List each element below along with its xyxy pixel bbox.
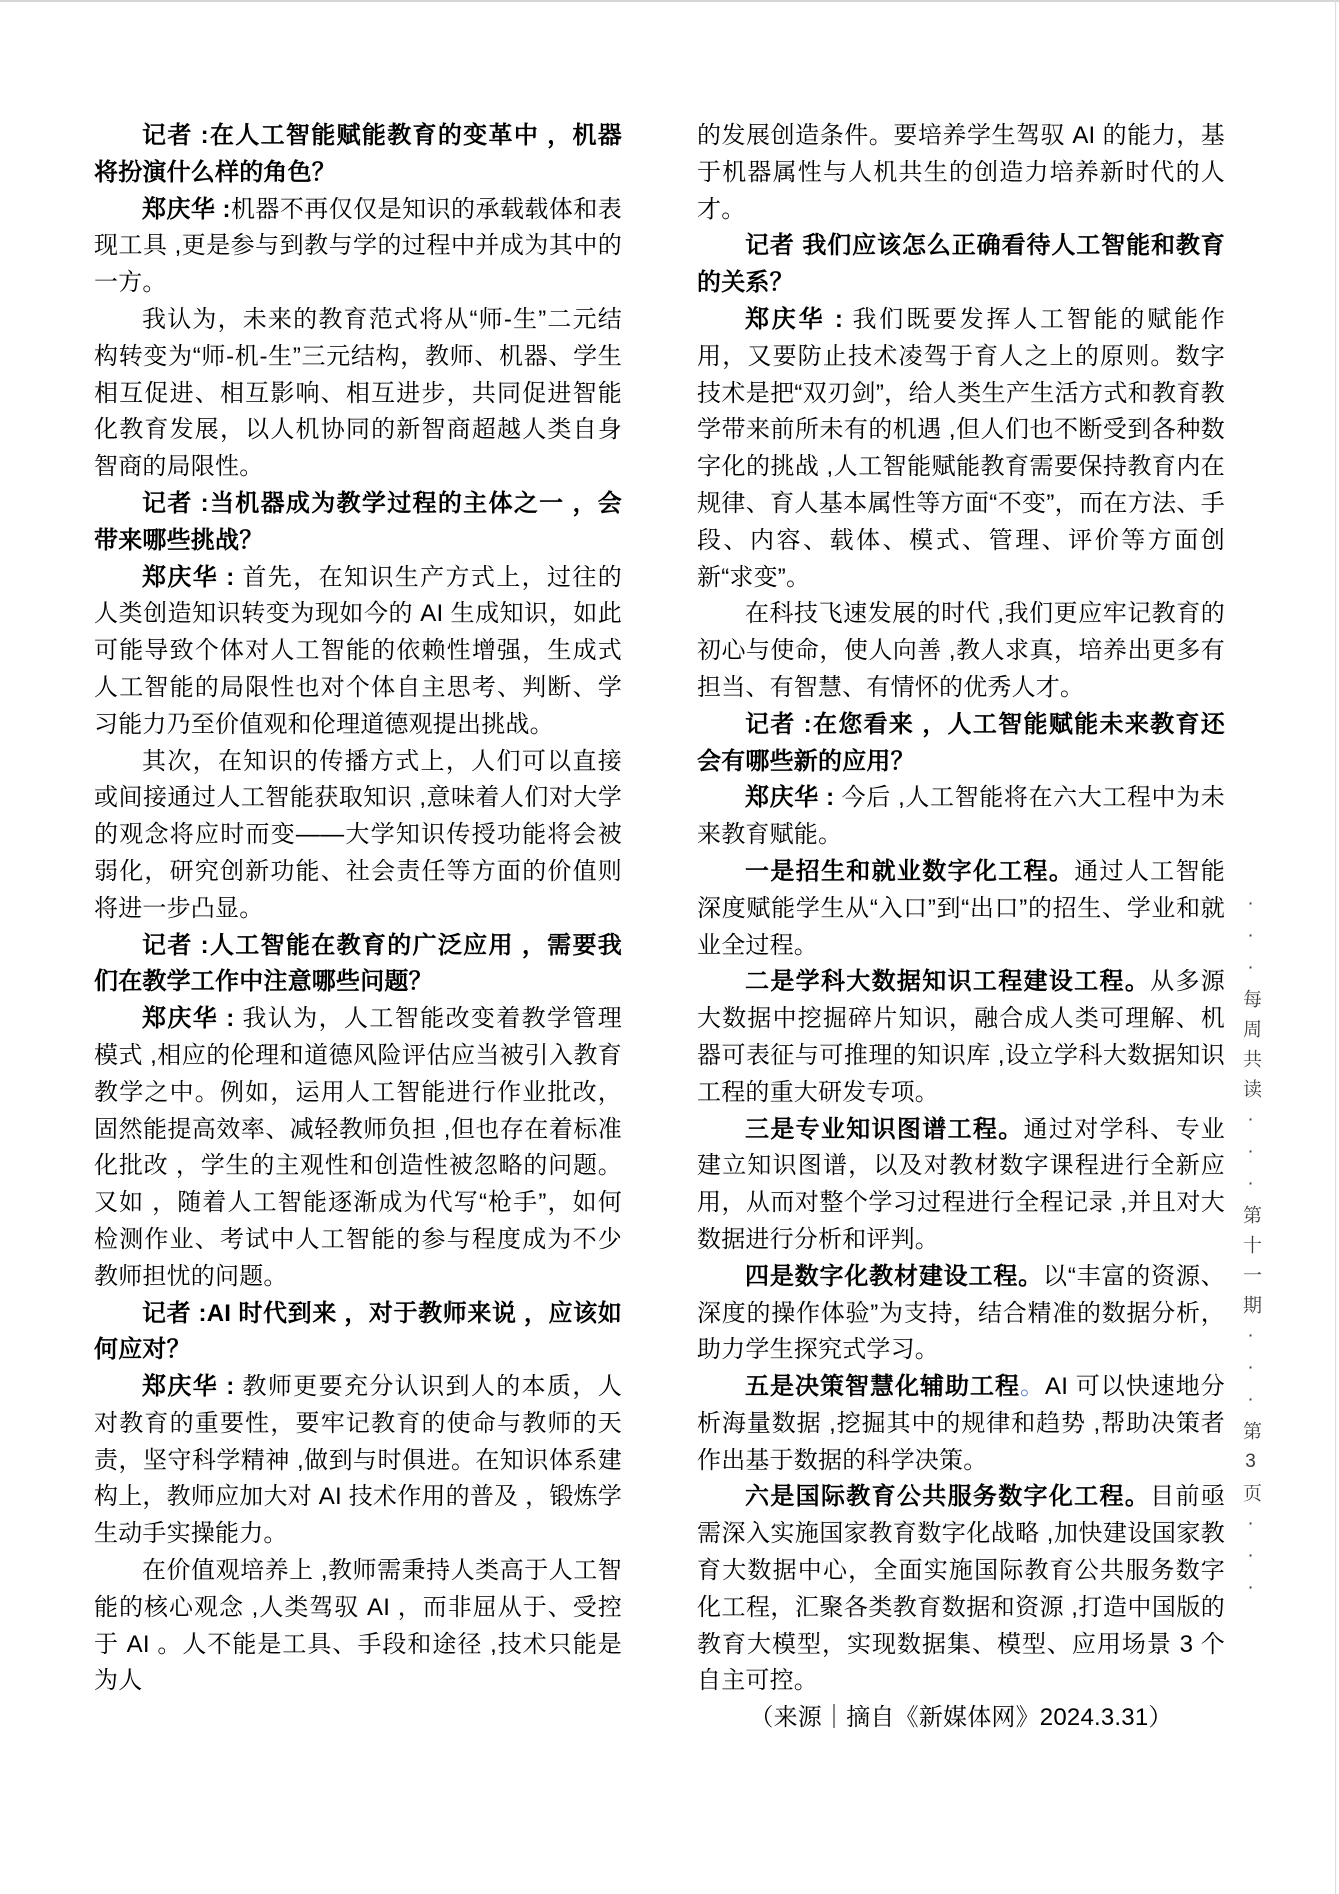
- answer-text: 我认为，人工智能改变着教学管理模式 ,相应的伦理和道德风险评估应当被引入教育教学之中。例如，运用人工智能进行作业批改，固然能提高效率、减轻教师负担 ,但也存在着标准化批改 ，学生的主观性和创造性被忽略的问题。又如 ，随着人工智能逐渐成为代写“枪手”，如何检测作业、考试中人工智能的参与程度成为不少教师担忧的问题。: [94, 1005, 622, 1290]
- body-paragraph: [697, 854, 1225, 964]
- body-paragraph: [697, 1479, 1225, 1700]
- body-paragraph: [697, 596, 1225, 706]
- article-right-column: [697, 118, 1225, 1737]
- lead-in-label: 一是招生和就业数字化工程。: [745, 857, 1075, 885]
- body-paragraph: [94, 1553, 622, 1700]
- body-text: 在科技飞速发展的时代 ,我们更应牢记教育的初心与使命，使人向善 ,教人求真，培养出更多有担当、有智慧、有情怀的优秀人才。: [697, 600, 1225, 701]
- body-paragraph: [94, 744, 622, 928]
- body-text: 以“丰富的资源、深度的操作体验”为支持，结合精准的数据分析，助力学生探究式学习。: [697, 1262, 1225, 1364]
- answer-paragraph: [94, 560, 622, 744]
- lead-in-label: 三是专业知识图谱工程。: [745, 1115, 1024, 1143]
- speaker-label: 郑庆华 :: [142, 1005, 235, 1033]
- question-paragraph: [697, 228, 1225, 302]
- body-paragraph: [697, 1259, 1225, 1369]
- body-paragraph: [697, 1112, 1225, 1259]
- body-text: 通过对学科、专业建立知识图谱，以及对教材数字课程进行全新应用，从而对整个学习过程进行全程记录 ,并且对大数据进行分析和评判。: [697, 1115, 1225, 1253]
- question-paragraph: [697, 707, 1225, 781]
- page-top-edge-line: [0, 0, 1339, 2]
- lead-in-label: 二是学科大数据知识工程建设工程。: [745, 968, 1151, 996]
- issue-page-vertical-label: ···每周共读···第十一期···第3页···: [1240, 893, 1261, 1609]
- body-text: AI 可以快速地分析海量数据 ,挖掘其中的规律和趋势 ,帮助决策者作出基于数据的科学决策。: [697, 1373, 1226, 1474]
- article-left-column: [94, 118, 622, 1700]
- body-text: 从多源大数据中挖掘碎片知识，融合成人类可理解、机器可表征与可推理的知识库 ,设立学科大数据知识工程的重大研发专项。: [697, 968, 1225, 1106]
- question-text: 记者 :在人工智能赋能教育的变革中 ，机器将扮演什么样的角色？: [94, 122, 622, 186]
- speaker-label: 郑庆华 :: [142, 563, 235, 591]
- page-right-edge-line: [1335, 0, 1336, 1894]
- speaker-label: 郑庆华 :: [142, 1373, 235, 1401]
- speaker-label: 郑庆华 :: [745, 784, 835, 812]
- answer-paragraph: [697, 302, 1225, 596]
- body-text: 的发展创造条件。要培养学生驾驭 AI 的能力，基于机器属性与人机共生的创造力培养新时代的人才。: [697, 122, 1225, 223]
- question-paragraph: [94, 928, 622, 1002]
- question-text: 记者 :在您看来 ，人工智能赋能未来教育还会有哪些新的应用？: [697, 710, 1225, 775]
- body-text: 在价值观培养上 ,教师需秉持人类高于人工智能的核心观念 ,人类驾驭 AI ，而非屈从于、受控于 AI 。人不能是工具、手段和途径 ,技术只能是为人: [94, 1557, 622, 1695]
- answer-paragraph: [94, 1001, 622, 1295]
- answer-paragraph: [94, 1369, 622, 1553]
- answer-paragraph: [94, 192, 622, 302]
- body-paragraph: [697, 964, 1225, 1111]
- question-paragraph: [94, 486, 622, 560]
- body-text: 其次，在知识的传播方式上，人们可以直接或间接通过人工智能获取知识 ,意味着人们对大学的观念将应时而变——大学知识传授功能将会被弱化，研究创新功能、社会责任等方面的价值则将进一步凸显。: [94, 747, 622, 922]
- body-text: 通过人工智能深度赋能学生从“入口”到“出口”的招生、学业和就业全过程。: [697, 857, 1225, 959]
- body-paragraph: [697, 1369, 1225, 1479]
- blue-period: 。: [1020, 1373, 1046, 1401]
- source-text: （来源｜摘自《新媒体网》2024.3.31）: [749, 1704, 1173, 1732]
- question-text: 记者 :当机器成为教学过程的主体之一 ，会带来哪些挑战？: [94, 489, 622, 554]
- speaker-label: 郑庆华 :: [142, 195, 231, 223]
- body-text: 我认为，未来的教育范式将从“师-生”二元结构转变为“师-机-生”三元结构，教师、机器、学生相互促进、相互影响、相互进步，共同促进智能化教育发展，以人机协同的新智商超越人类自身智商的局限性。: [94, 305, 622, 481]
- question-paragraph: [94, 1296, 622, 1370]
- question-text: 记者 :AI 时代到来 ，对于教师来说 ，应该如何应对？: [94, 1299, 622, 1364]
- body-paragraph: [697, 118, 1225, 228]
- speaker-label: 郑庆华 :: [745, 305, 844, 333]
- answer-text: 今后 ,人工智能将在六大工程中为未来教育赋能。: [697, 784, 1225, 849]
- answer-text: 教师更要充分认识到人的本质，人对教育的重要性，要牢记教育的使命与教师的天责，坚守科学精神 ,做到与时俱进。在知识体系建构上，教师应加大对 AI 技术作用的普及 ，锻炼学生动手实操能力。: [94, 1373, 622, 1548]
- answer-text: 机器不再仅仅是知识的承载载体和表现工具 ,更是参与到教与学的过程中并成为其中的一方。: [94, 195, 622, 297]
- question-text: 记者 :人工智能在教育的广泛应用 ，需要我们在教学工作中注意哪些问题？: [94, 931, 622, 996]
- source-paragraph: [697, 1700, 1225, 1737]
- answer-text: 首先，在知识生产方式上，过往的人类创造知识转变为现如今的 AI 生成知识，如此可能导致个体对人工智能的依赖性增强，生成式人工智能的局限性也对个体自主思考、判断、学习能力乃至价值观和伦理道德观提出挑战。: [94, 563, 622, 738]
- question-paragraph: [94, 118, 622, 192]
- answer-paragraph: [697, 780, 1225, 854]
- lead-in-label: 四是数字化教材建设工程。: [745, 1262, 1043, 1290]
- lead-in-label: 六是国际教育公共服务数字化工程。: [745, 1483, 1151, 1511]
- body-paragraph: [94, 302, 622, 486]
- answer-text: 我们既要发挥人工智能的赋能作用，又要防止技术凌驾于育人之上的原则。数字技术是把“双刃剑”，给人类生产生活方式和教育教学带来前所未有的机遇 ,但人们也不断受到各种数字化的挑战 ,人工智能赋能教育需要保持教育内在规律、育人基本属性等方面“不变”，而在方法、手段、内容、载体、模式、管理、评价等方面创新“求变”。: [697, 305, 1225, 591]
- question-text: 记者 我们应该怎么正确看待人工智能和教育的关系？: [697, 232, 1225, 297]
- lead-in-label: 五是决策智慧化辅助工程: [745, 1373, 1021, 1401]
- body-text: 目前亟需深入实施国家教育数字化战略 ,加快建设国家教育大数据中心，全面实施国际教育公共服务数字化工程，汇聚各类教育数据和资源 ,打造中国版的教育大模型，实现数据集、模型、应用场景 3 个自主可控。: [697, 1483, 1225, 1695]
